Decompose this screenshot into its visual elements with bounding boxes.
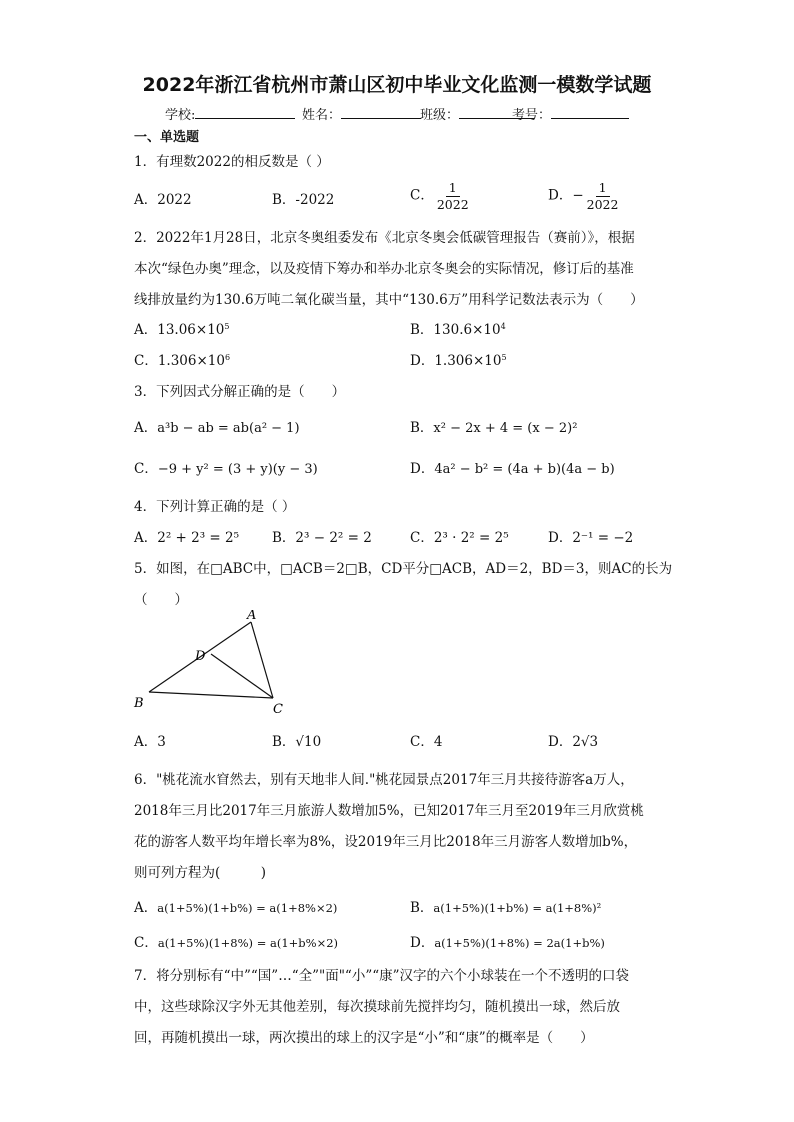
q5-option-d[interactable]: D．2√3: [548, 734, 599, 750]
q1-option-a[interactable]: A．2022: [134, 192, 192, 208]
q6-option-c-formula: a(1+5%)(1+8%) = a(1+b%×2): [157, 936, 339, 950]
q1-option-c-label: C．: [410, 187, 434, 204]
id-label: 考号：: [512, 108, 552, 123]
q3-option-a-label: A．: [134, 420, 158, 436]
point-d-label: D: [195, 649, 206, 664]
q6-option-b[interactable]: [410, 896, 601, 916]
q1-option-c-fraction: [434, 180, 472, 212]
exponent: 4: [500, 322, 506, 331]
q2-option-c[interactable]: [134, 349, 230, 369]
q2-option-d[interactable]: [410, 349, 507, 369]
q3-option-d-formula: 4a² − b² = (4a + b)(4a − b): [434, 462, 615, 477]
id-blank[interactable]: [551, 106, 629, 119]
section-heading: 一、单选题: [134, 130, 200, 145]
q1-stem: 1．有理数2022的相反数是（ ）: [134, 154, 330, 170]
q6-stem-line2: 2018年三月比2017年三月旅游人数增加5%，已知2017年三月至2019年三月欣赏桃: [134, 803, 644, 819]
fraction-numerator: 1: [596, 180, 610, 197]
q2-option-a-text: A．13.06×10: [134, 322, 225, 338]
vertex-a-label: A: [247, 610, 257, 623]
q6-stem-line4: 则可列方程为( ): [134, 865, 267, 881]
q7-stem-line1: 7．将分别标有“中”“国”…“全”"面"“小”“康”汉字的六个小球装在一个不透明的口袋: [134, 968, 630, 984]
q6-stem-line1: 6．"桃花流水窅然去，别有天地非人间."桃花园景点2017年三月共接待游客a万人，: [134, 772, 634, 788]
exponent: 5: [224, 322, 230, 331]
q6-option-c[interactable]: [134, 931, 338, 951]
name-field[interactable]: [302, 104, 421, 123]
q6-option-d[interactable]: [410, 931, 605, 951]
q3-option-c-formula: −9 + y² = (3 + y)(y − 3): [157, 462, 318, 477]
side-ac: [251, 622, 273, 698]
q6-option-a[interactable]: [134, 896, 337, 916]
fraction-denominator: 2022: [436, 196, 469, 212]
q6-stem-line3: 花的游客人数平均年增长率为8%，设2019年三月比2018年三月游客人数增加b%，: [134, 834, 638, 850]
q5-option-c[interactable]: C．4: [410, 734, 443, 750]
bisector-cd: [211, 654, 273, 698]
q5-option-b[interactable]: B．√10: [272, 734, 322, 750]
q4-option-b[interactable]: B．2³ − 2² = 2: [272, 530, 372, 546]
id-field[interactable]: [512, 104, 629, 123]
q3-option-b-formula: x² − 2x + 4 = (x − 2)²: [433, 421, 578, 436]
q7-stem-line3: 回，再随机摸出一球，两次摸出的球上的汉字是“小”和“康”的概率是（ ）: [134, 1030, 594, 1046]
q6-option-b-label: B．: [410, 900, 434, 916]
name-label: 姓名：: [302, 108, 342, 123]
class-label: 班级：: [420, 108, 460, 123]
page-title: 2022年浙江省杭州市萧山区初中毕业文化监测一模数学试题: [142, 74, 652, 96]
q2-option-b[interactable]: [410, 318, 506, 338]
vertex-b-label: B: [134, 696, 144, 711]
q6-option-d-formula: a(1+5%)(1+8%) = 2a(1+b%): [434, 936, 605, 950]
q2-stem-line1: 2．2022年1月28日，北京冬奥组委发布《北京冬奥会低碳管理报告（赛前）》，根据: [134, 230, 635, 246]
q4-option-d[interactable]: D．2⁻¹ = −2: [548, 530, 634, 546]
q6-option-a-label: A．: [134, 900, 158, 916]
q4-option-a[interactable]: A．2² + 2³ = 2⁵: [134, 530, 240, 546]
q3-option-c[interactable]: [134, 457, 318, 477]
q6-option-d-label: D．: [410, 935, 435, 951]
q3-option-a-formula: a³b − ab = ab(a² − 1): [157, 421, 300, 436]
q2-option-a[interactable]: [134, 318, 229, 338]
q6-option-c-label: C．: [134, 935, 158, 951]
q7-stem-line2: 中，这些球除汉字外无其他差别，每次摸球前先搅拌均匀，随机摸出一球，然后放: [134, 999, 620, 1015]
q3-option-b[interactable]: [410, 416, 577, 436]
school-field[interactable]: [165, 104, 295, 123]
school-label: 学校:: [165, 108, 196, 123]
q3-option-d[interactable]: [410, 457, 615, 477]
q2-stem-line2: 本次“绿色办奥”理念，以及疫情下筹办和举办北京冬奥会的实际情况，修订后的基准: [134, 261, 634, 277]
q5-stem-line2: （ ）: [134, 592, 188, 608]
q1-option-d-fraction: [584, 180, 622, 212]
q2-option-d-text: D．1.306×10: [410, 353, 502, 369]
school-blank[interactable]: [195, 106, 295, 119]
q1-option-c[interactable]: [410, 180, 472, 212]
name-blank[interactable]: [341, 106, 421, 119]
q4-option-c[interactable]: C．2³ · 2² = 2⁵: [410, 530, 509, 546]
exponent: 5: [501, 353, 507, 362]
q3-option-a[interactable]: [134, 416, 300, 436]
q3-option-c-label: C．: [134, 461, 158, 477]
q3-option-b-label: B．: [410, 420, 434, 436]
side-bc: [149, 692, 273, 698]
q3-stem: 3．下列因式分解正确的是（ ）: [134, 384, 346, 400]
q1-option-b[interactable]: B．-2022: [272, 192, 335, 208]
exponent: 6: [224, 353, 231, 362]
q6-option-b-formula: a(1+5%)(1+b%) = a(1+8%)²: [433, 901, 602, 915]
triangle-figure: [125, 610, 295, 720]
fraction-denominator: 2022: [586, 196, 619, 212]
vertex-c-label: C: [273, 702, 283, 717]
q5-stem-line1: 5．如图，在□ABC中，□ACB＝2□B，CD平分□ACB，AD＝2，BD＝3，则AC的长为: [134, 561, 673, 577]
q2-option-c-text: C．1.306×10: [134, 353, 225, 369]
fraction-numerator: 1: [446, 180, 460, 197]
q2-stem-line3: 线排放量约为130.6万吨二氧化碳当量，其中“130.6万”用科学记数法表示为（ ）: [134, 292, 644, 308]
q5-option-a[interactable]: A．3: [134, 734, 166, 750]
q2-option-b-text: B．130.6×10: [410, 322, 501, 338]
q6-option-a-formula: a(1+5%)(1+b%) = a(1+8%×2): [157, 901, 338, 915]
q4-stem: 4．下列计算正确的是（ ）: [134, 499, 296, 515]
q3-option-d-label: D．: [410, 461, 435, 477]
q1-option-d[interactable]: [548, 180, 621, 212]
q1-option-d-label: D．−: [548, 187, 584, 204]
